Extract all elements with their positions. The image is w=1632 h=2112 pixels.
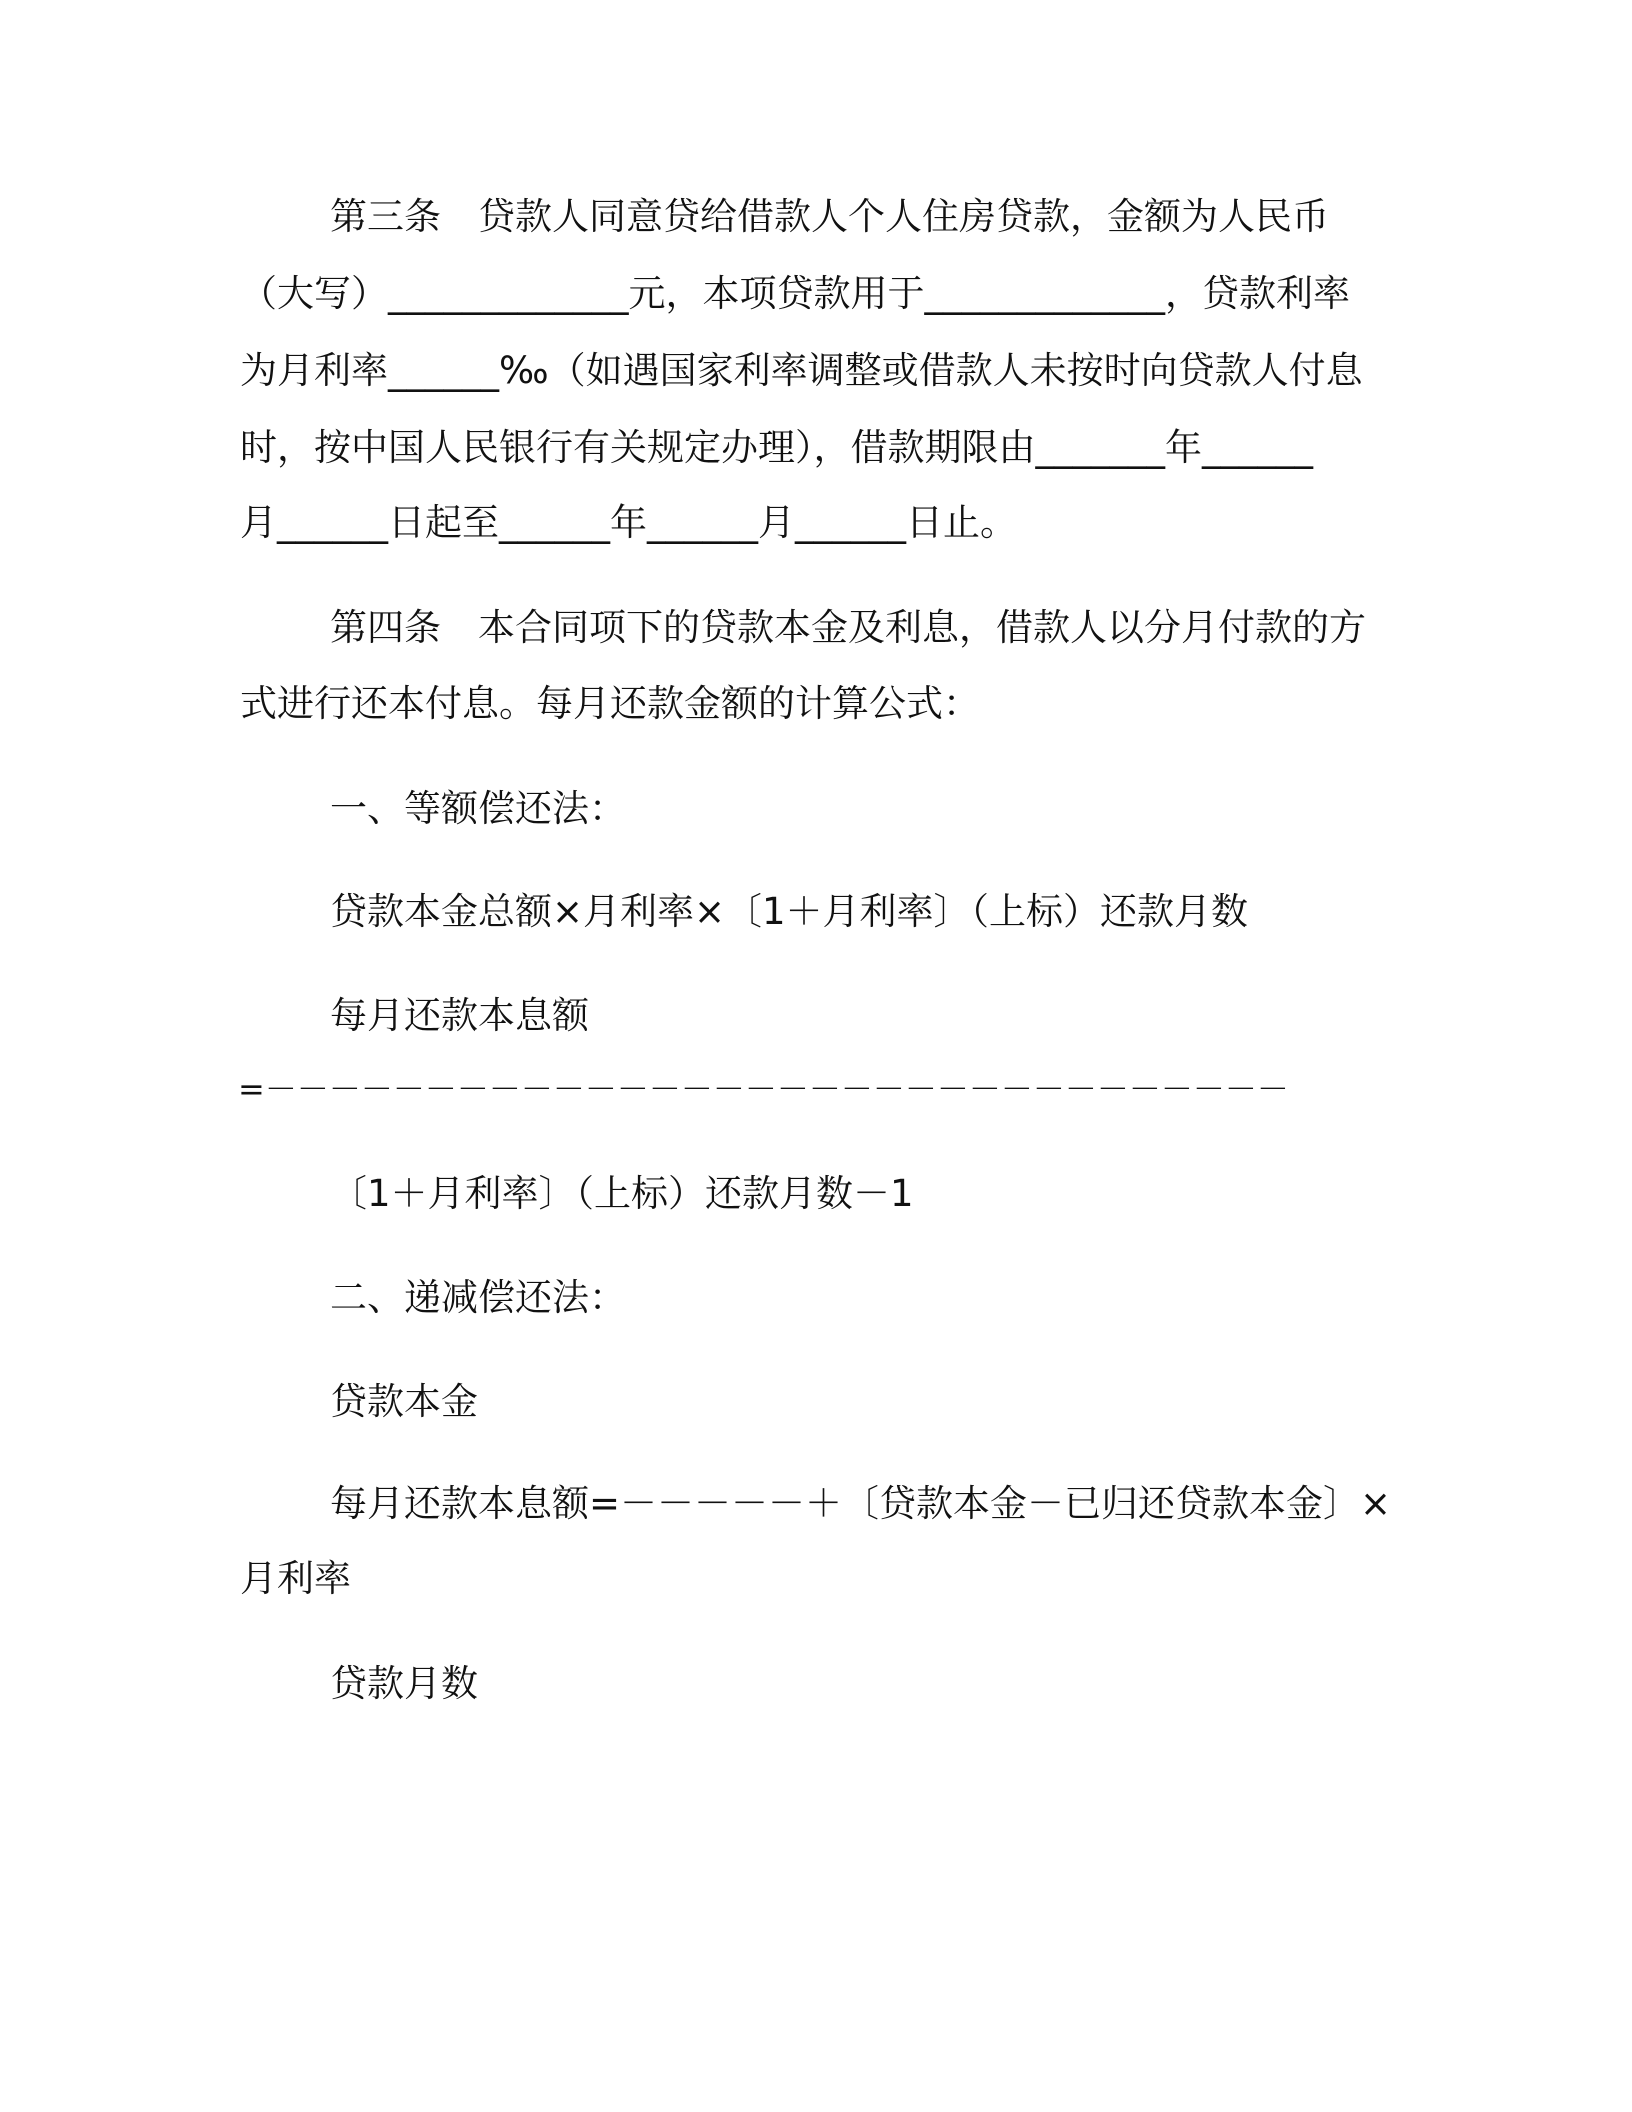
method2-heading: 二、递减偿还法： [330,1276,626,1319]
article3-line4: 时，按中国人民银行有关规定办理），借款期限由_______年______ [240,426,1313,469]
article3-line5: 月______日起至______年______月______日止。 [240,501,1017,544]
method1-denominator: 〔1＋月利率〕（上标）还款月数－1 [330,1172,914,1215]
method2-numerator: 贷款本金 [330,1380,478,1423]
article4-line1: 第四条 本合同项下的贷款本金及利息，借款人以分月付款的方 [330,606,1366,649]
method2-formula-line1: 每月还款本息额=－－－－－＋〔贷款本金－已归还贷款本金〕× [330,1482,1392,1525]
method1-label: 每月还款本息额 [330,994,589,1037]
method1-numerator: 贷款本金总额×月利率×〔1＋月利率〕（上标）还款月数 [330,890,1249,933]
method1-fraction-bar: =－－－－－－－－－－－－－－－－－－－－－－－－－－－－－－－－ [238,1070,1289,1108]
article3-line1: 第三条 贷款人同意贷给借款人个人住房贷款，金额为人民币 [330,195,1329,238]
method2-formula-line2: 月利率 [240,1557,351,1600]
method2-denominator: 贷款月数 [330,1662,478,1705]
article4-line2: 式进行还本付息。每月还款金额的计算公式： [240,682,980,725]
article3-line3: 为月利率______‰（如遇国家利率调整或借款人未按时向贷款人付息 [240,349,1363,392]
article3-line2: （大写）_____________元，本项贷款用于_____________，贷款利率 [240,272,1350,315]
method1-heading: 一、等额偿还法： [330,787,626,830]
